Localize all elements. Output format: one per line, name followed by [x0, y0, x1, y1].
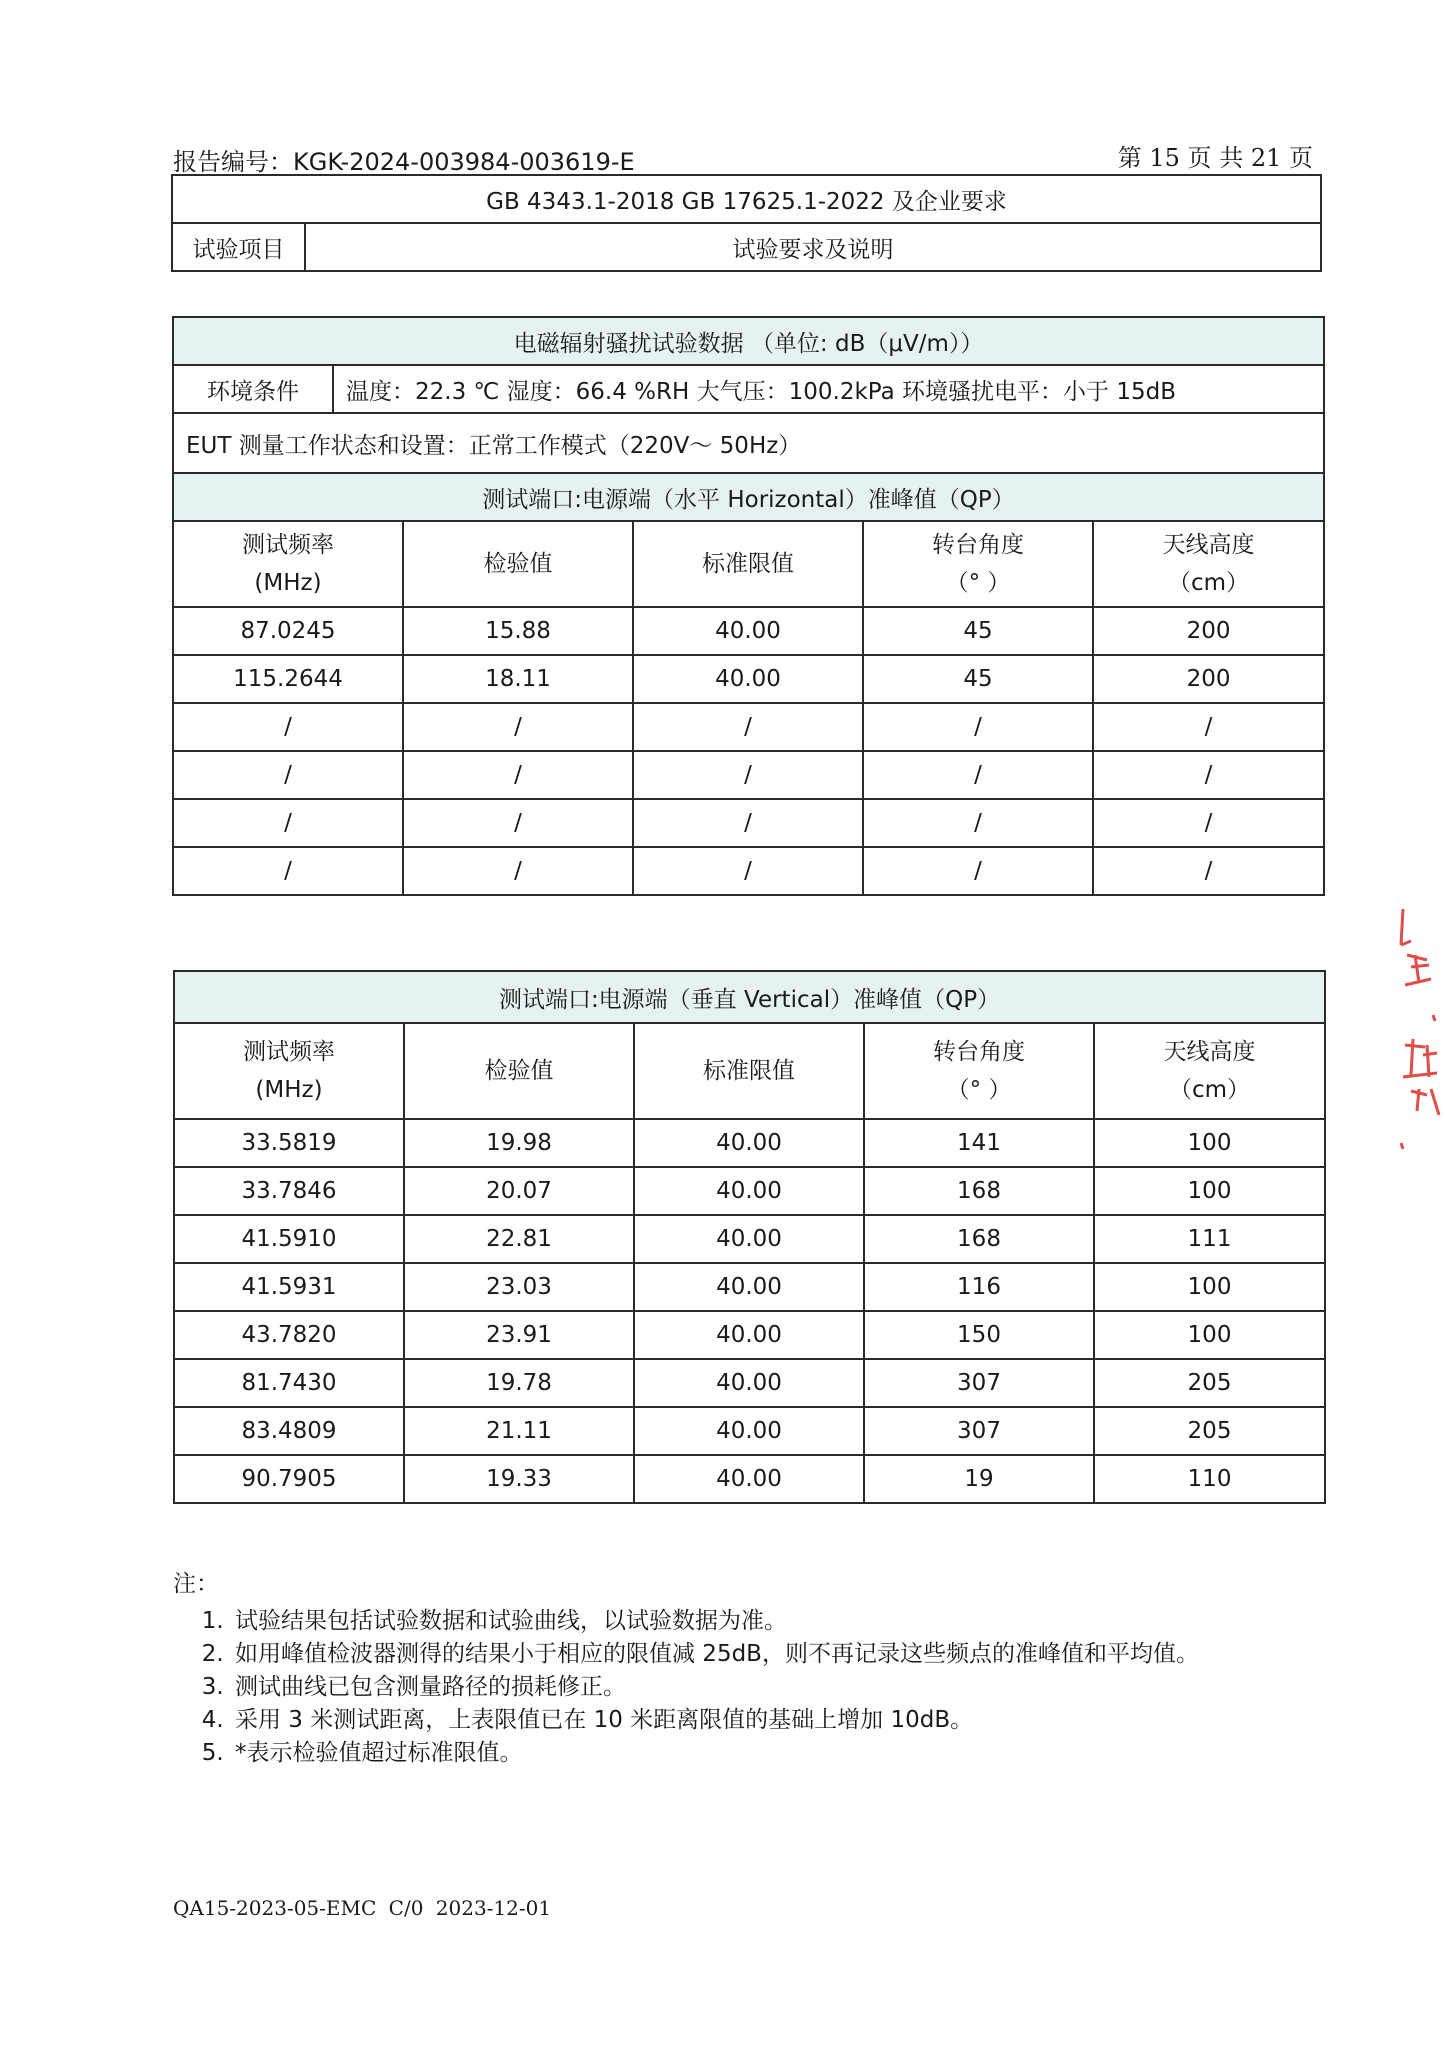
angle-cell: 19	[864, 1455, 1094, 1503]
note-item: 2. 如用峰值检波器测得的结果小于相应的限值减 25dB，则不再记录这些频点的准峰值和平均值。	[231, 1638, 1199, 1671]
limit-cell: 40.00	[633, 607, 863, 655]
table-row	[174, 1167, 1325, 1215]
height-cell: 200	[1093, 655, 1324, 703]
height-cell: 100	[1094, 1311, 1325, 1359]
limit-cell: 40.00	[634, 1263, 864, 1311]
measured-cell: 15.88	[403, 607, 633, 655]
vertical-header-row	[174, 1023, 1325, 1119]
measured-cell: /	[403, 751, 633, 799]
eut-setting: EUT 测量工作状态和设置：正常工作模式（220V～ 50Hz）	[173, 413, 1324, 473]
freq-cell: 41.5910	[174, 1215, 404, 1263]
limit-cell: 40.00	[634, 1455, 864, 1503]
limit-cell: 40.00	[634, 1119, 864, 1167]
measured-cell: 19.33	[404, 1455, 634, 1503]
table-row	[174, 1455, 1325, 1503]
freq-header: 测试频率 (MHz)	[174, 1023, 404, 1119]
standards-table	[171, 174, 1322, 272]
standards-line: GB 4343.1-2018 GB 17625.1-2022 及企业要求	[172, 175, 1321, 223]
table-row	[173, 607, 1324, 655]
horizontal-header-row	[173, 521, 1324, 607]
height-cell: 100	[1094, 1119, 1325, 1167]
measured-cell: 21.11	[404, 1407, 634, 1455]
height-header: 天线高度 （cm）	[1093, 521, 1324, 607]
angle-cell: 141	[864, 1119, 1094, 1167]
notes	[173, 1568, 1199, 1770]
height-cell: 110	[1094, 1455, 1325, 1503]
limit-cell: /	[633, 847, 863, 895]
radiated-emission-table	[172, 316, 1325, 896]
height-cell: /	[1093, 847, 1324, 895]
angle-cell: 307	[864, 1359, 1094, 1407]
vertical-title: 测试端口:电源端（垂直 Vertical）准峰值（QP）	[174, 971, 1325, 1023]
measured-cell: 19.78	[404, 1359, 634, 1407]
freq-cell: 33.7846	[174, 1167, 404, 1215]
notes-lead: 注：	[173, 1571, 219, 1597]
freq-cell: 90.7905	[174, 1455, 404, 1503]
measured-cell: 20.07	[404, 1167, 634, 1215]
freq-cell: 43.7820	[174, 1311, 404, 1359]
angle-cell: /	[863, 751, 1093, 799]
height-cell: 205	[1094, 1359, 1325, 1407]
table-row	[174, 1215, 1325, 1263]
limit-cell: /	[633, 799, 863, 847]
angle-cell: 45	[863, 607, 1093, 655]
height-cell: 100	[1094, 1263, 1325, 1311]
freq-cell: 87.0245	[173, 607, 403, 655]
limit-cell: /	[633, 703, 863, 751]
form-code-footer: QA15-2023-05-EMC C/0 2023-12-01	[173, 1896, 552, 1920]
measured-cell: 23.91	[404, 1311, 634, 1359]
angle-cell: 168	[864, 1215, 1094, 1263]
freq-cell: 33.5819	[174, 1119, 404, 1167]
limit-cell: /	[633, 751, 863, 799]
freq-cell: /	[173, 847, 403, 895]
freq-cell: /	[173, 751, 403, 799]
table-row	[174, 1263, 1325, 1311]
freq-cell: /	[173, 703, 403, 751]
radiated-title: 电磁辐射骚扰试验数据 （单位: dB（μV/m））	[173, 317, 1324, 365]
table-row	[174, 1359, 1325, 1407]
note-item: 5. *表示检验值超过标准限值。	[231, 1737, 1199, 1770]
angle-cell: /	[863, 847, 1093, 895]
env-label: 环境条件	[173, 365, 333, 413]
freq-cell: /	[173, 799, 403, 847]
angle-cell: /	[863, 799, 1093, 847]
height-cell: /	[1093, 703, 1324, 751]
table-row	[174, 1311, 1325, 1359]
height-header: 天线高度 （cm）	[1094, 1023, 1325, 1119]
height-cell: 200	[1093, 607, 1324, 655]
limit-cell: 40.00	[634, 1215, 864, 1263]
measured-cell: 23.03	[404, 1263, 634, 1311]
test-item-label: 试验项目	[172, 223, 305, 271]
table-row	[173, 751, 1324, 799]
limit-cell: 40.00	[634, 1407, 864, 1455]
seal-stamp-fragment	[1397, 905, 1445, 1165]
page-info: 第 15 页 共 21 页	[1117, 144, 1313, 172]
freq-cell: 81.7430	[174, 1359, 404, 1407]
measured-cell: /	[403, 847, 633, 895]
measured-header: 检验值	[404, 1023, 634, 1119]
freq-header: 测试频率 (MHz)	[173, 521, 403, 607]
limit-cell: 40.00	[634, 1311, 864, 1359]
measured-header: 检验值	[403, 521, 633, 607]
height-cell: 205	[1094, 1407, 1325, 1455]
notes-list	[173, 1605, 1199, 1770]
measured-cell: 18.11	[403, 655, 633, 703]
measured-cell: /	[403, 703, 633, 751]
angle-cell: 116	[864, 1263, 1094, 1311]
limit-header: 标准限值	[634, 1023, 864, 1119]
measured-cell: /	[403, 799, 633, 847]
table-row	[173, 703, 1324, 751]
limit-cell: 40.00	[634, 1167, 864, 1215]
table-row	[174, 1119, 1325, 1167]
vertical-table	[173, 970, 1326, 1504]
test-requirement-label: 试验要求及说明	[305, 223, 1321, 271]
height-cell: 100	[1094, 1167, 1325, 1215]
limit-cell: 40.00	[634, 1359, 864, 1407]
angle-cell: 168	[864, 1167, 1094, 1215]
note-item: 1. 试验结果包括试验数据和试验曲线，以试验数据为准。	[231, 1605, 1199, 1638]
limit-header: 标准限值	[633, 521, 863, 607]
angle-cell: 150	[864, 1311, 1094, 1359]
measured-cell: 22.81	[404, 1215, 634, 1263]
angle-cell: 45	[863, 655, 1093, 703]
measured-cell: 19.98	[404, 1119, 634, 1167]
horizontal-title: 测试端口:电源端（水平 Horizontal）准峰值（QP）	[173, 473, 1324, 521]
angle-header: 转台角度 （° ）	[864, 1023, 1094, 1119]
freq-cell: 115.2644	[173, 655, 403, 703]
table-row	[174, 1407, 1325, 1455]
angle-cell: /	[863, 703, 1093, 751]
table-row	[173, 847, 1324, 895]
height-cell: 111	[1094, 1215, 1325, 1263]
angle-header: 转台角度 （° ）	[863, 521, 1093, 607]
limit-cell: 40.00	[633, 655, 863, 703]
note-item: 3. 测试曲线已包含测量路径的损耗修正。	[231, 1671, 1199, 1704]
freq-cell: 41.5931	[174, 1263, 404, 1311]
freq-cell: 83.4809	[174, 1407, 404, 1455]
angle-cell: 307	[864, 1407, 1094, 1455]
table-row	[173, 799, 1324, 847]
height-cell: /	[1093, 799, 1324, 847]
note-item: 4. 采用 3 米测试距离，上表限值已在 10 米距离限值的基础上增加 10dB。	[231, 1704, 1199, 1737]
report-number: 报告编号：KGK-2024-003984-003619-E	[173, 148, 635, 176]
env-value: 温度：22.3 ℃ 湿度：66.4 %RH 大气压：100.2kPa 环境骚扰电平：小于 15dB	[333, 365, 1324, 413]
height-cell: /	[1093, 751, 1324, 799]
table-row	[173, 655, 1324, 703]
